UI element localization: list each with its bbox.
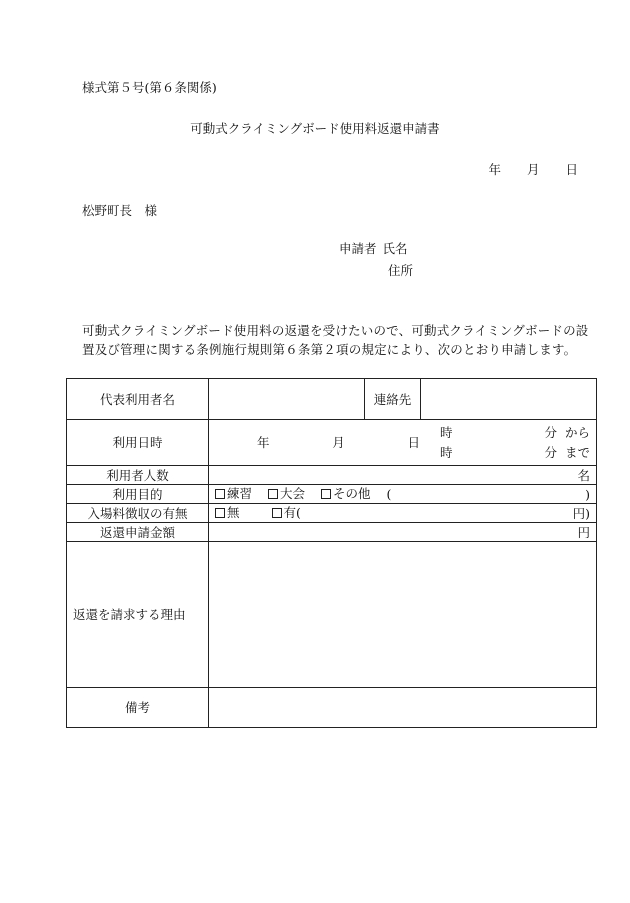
users-count-label: 利用者人数 [67, 466, 209, 485]
users-count-input[interactable] [209, 466, 597, 485]
reason-input[interactable] [209, 542, 597, 688]
table-row [67, 523, 597, 542]
purpose-label: 利用目的 [67, 485, 209, 504]
hour-from-label: 時 [440, 425, 453, 440]
checkbox-icon [215, 508, 225, 518]
table-row [67, 542, 597, 688]
checkbox-icon [215, 489, 225, 499]
date-line [488, 164, 578, 177]
purpose-other-close-paren: ) [585, 486, 590, 502]
table-row [67, 504, 597, 523]
refund-amount-label: 返還申請金額 [67, 523, 209, 542]
fee-none-checkbox[interactable]: 無 [215, 505, 240, 520]
fee-collection-label: 入場料徴収の有無 [67, 504, 209, 523]
purpose-field [209, 485, 597, 504]
checkbox-icon [268, 489, 278, 499]
applicant-label: 申請者 [339, 241, 377, 256]
addressee: 松野町長 様 [82, 203, 158, 218]
applicant-line [339, 243, 408, 256]
fee-unit: 円) [572, 505, 590, 521]
to-label: まで [564, 445, 590, 460]
date-day-label: 日 [565, 162, 578, 177]
form-number: 様式第５号(第６条関係) [82, 80, 217, 95]
table-row [67, 466, 597, 485]
usage-year-label: 年 [257, 435, 270, 450]
representative-label: 代表利用者名 [67, 379, 209, 420]
usage-datetime-label: 利用日時 [67, 420, 209, 466]
users-unit: 名 [577, 467, 590, 483]
from-label: から [564, 425, 590, 440]
refund-unit: 円 [577, 524, 590, 540]
applicant-name-label: 氏名 [382, 241, 408, 256]
document-title: 可動式クライミングボード使用料返還申請書 [190, 121, 440, 136]
purpose-other-open-paren: ( [386, 486, 392, 502]
purpose-practice-checkbox[interactable]: 練習 [215, 486, 252, 501]
checkbox-icon [321, 489, 331, 499]
contact-label: 連絡先 [365, 379, 421, 420]
checkbox-icon [272, 508, 282, 518]
date-year-label: 年 [488, 162, 501, 177]
hour-to-label: 時 [440, 445, 453, 460]
usage-day-label: 日 [407, 435, 420, 450]
intro-paragraph: 可動式クライミングボード使用料の返還を受けたいので、可動式クライミングボードの設置及び管理に関する条例施行規則第６条第２項の規定により、次のとおり申請します。 [82, 323, 589, 357]
applicant-address-label: 住所 [388, 263, 414, 278]
refund-amount-input[interactable] [209, 523, 597, 542]
fee-yes-checkbox[interactable]: 有( [272, 505, 301, 520]
usage-datetime-field[interactable] [209, 420, 597, 466]
table-row [67, 688, 597, 728]
minute-to-label: 分 [544, 445, 558, 460]
purpose-tournament-checkbox[interactable]: 大会 [268, 486, 305, 501]
table-row [67, 379, 597, 420]
reason-label: 返還を請求する理由 [67, 542, 209, 688]
contact-input[interactable] [421, 379, 597, 420]
table-row [67, 485, 597, 504]
representative-input[interactable] [209, 379, 365, 420]
remarks-label: 備考 [67, 688, 209, 728]
application-table [66, 378, 597, 728]
fee-collection-field [209, 504, 597, 523]
purpose-other-checkbox[interactable]: その他 [321, 486, 371, 501]
usage-month-label: 月 [332, 435, 345, 450]
date-month-label: 月 [526, 162, 540, 177]
remarks-input[interactable] [209, 688, 597, 728]
table-row [67, 420, 597, 466]
minute-from-label: 分 [544, 425, 558, 440]
